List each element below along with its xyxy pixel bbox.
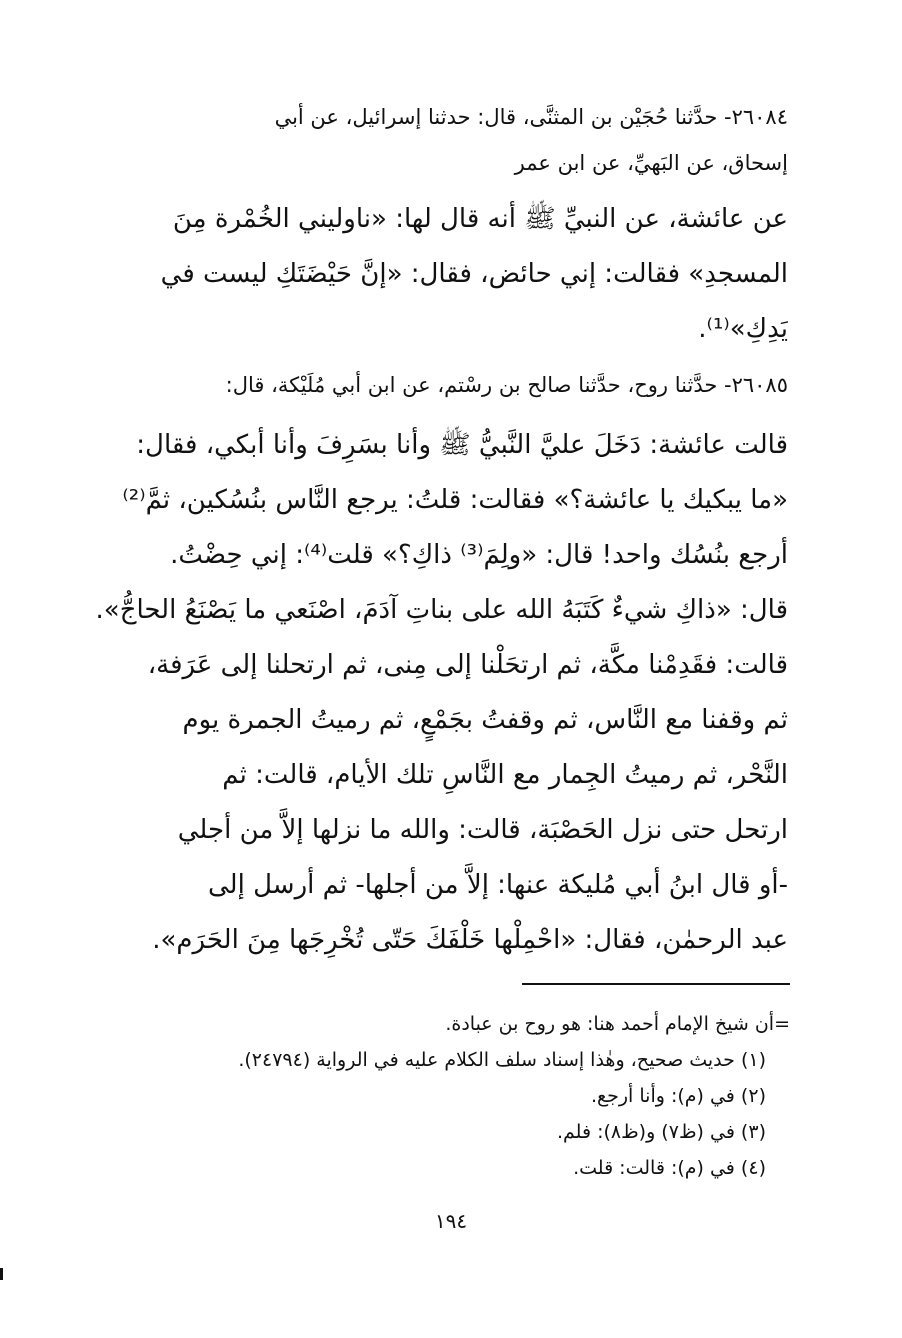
hadith-26084-isnad: [78, 94, 788, 186]
hadith-26085-matn: [78, 418, 788, 968]
matn-line: قال: «ذاكِ شيءٌ كَتَبَهُ الله على بناتِ آدَمَ، اصْنَعي ما يَصْنَعُ الحاجُّ».: [95, 595, 788, 625]
isnad-line: ٢٦٠٨٥- حدَّثنا روح، حدَّثنا صالح بن رسْتم، عن ابن أبي مُلَيْكة، قال:: [225, 373, 788, 397]
matn-line: -أو قال ابنُ أبي مُليكة عنها: إلاَّ من أجلها- ثم أرسل إلى: [208, 870, 788, 900]
matn-line: ارتحل حتى نزل الحَصْبَة، قالت: والله ما نزلها إلاَّ من أجلي: [177, 815, 788, 845]
scan-edge-mark: [0, 1268, 3, 1280]
footnote-separator: [522, 983, 790, 985]
footnote-3: (٣) في (ظ٧) و(ظ٨): فلم.: [556, 1121, 766, 1143]
matn-line: عبد الرحمٰن، فقال: «احْمِلْها خَلْفَكَ حَتّى تُخْرِجَها مِنَ الحَرَم».: [152, 925, 788, 955]
footnote-4: (٤) في (م): قالت: قلت.: [573, 1157, 766, 1179]
footnote-continuation: =أن شيخ الإمام أحمد هنا: هو روح بن عبادة.: [445, 1013, 790, 1035]
matn-line: النَّحْر، ثم رميتُ الجِمار مع النَّاسِ تلك الأيام، قالت: ثم: [222, 760, 788, 790]
matn-line: قالت: فقَدِمْنا مكَّة، ثم ارتحَلْنا إلى مِنى، ثم ارتحلنا إلى عَرَفة،: [147, 650, 788, 680]
matn-line: المسجدِ» فقالت: إني حائض، فقال: «إنَّ حَيْضَتَكِ ليست في: [160, 259, 788, 289]
hadith-26085-isnad: [78, 362, 788, 408]
matn-line: ثم وقفنا مع النَّاس، ثم وقفتُ بجَمْعٍ، ثم رميتُ الجمرة يوم: [182, 705, 788, 735]
matn-line: «ما يبكيك يا عائشة؟» فقالت: قلتُ: يرجع النَّاس بنُسُكين، ثمَّ⁽²⁾: [122, 485, 788, 515]
isnad-line: إسحاق، عن البَهيِّ، عن ابن عمر: [514, 151, 788, 175]
matn-line: أرجع بنُسُك واحد! قال: «ولِمَ⁽³⁾ ذاكِ؟» قلت⁽⁴⁾: إني حِضْتُ.: [170, 540, 788, 570]
matn-line: عن عائشة، عن النبيِّ ﷺ أنه قال لها: «ناوليني الخُمْرة مِنَ: [172, 204, 788, 234]
footnote-2: (٢) في (م): وأنا أرجع.: [590, 1085, 766, 1107]
hadith-26084-matn: [78, 192, 788, 357]
matn-line: قالت عائشة: دَخَلَ عليَّ النَّبيُّ ﷺ وأنا بسَرِفَ وأنا أبكي، فقال:: [136, 430, 788, 460]
page-number: ١٩٤: [434, 1209, 468, 1233]
isnad-line: ٢٦٠٨٤- حدَّثنا حُجَيْن بن المثنَّى، قال: حدثنا إسرائيل، عن أبي: [274, 105, 788, 129]
footnotes: [78, 1006, 790, 1186]
matn-line: يَدِكِ»⁽¹⁾.: [698, 314, 788, 344]
footnote-1: (١) حديث صحيح، وهٰذا إسناد سلف الكلام عليه في الرواية (٢٤٧٩٤).: [238, 1049, 766, 1071]
